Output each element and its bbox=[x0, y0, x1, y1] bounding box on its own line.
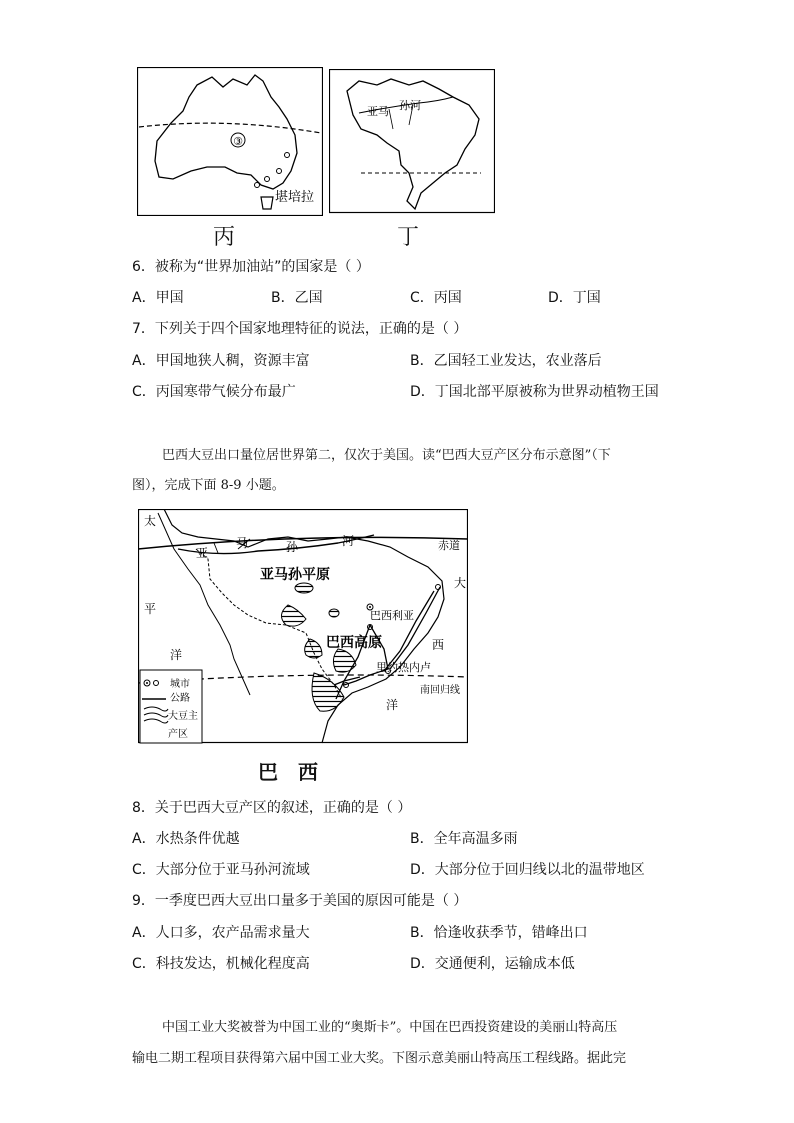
q8-option-c: C．大部分位于亚马孙河流域 bbox=[132, 862, 310, 878]
region-marker: ③ bbox=[233, 135, 243, 148]
passage-1-line-2: 图），完成下面 8-9 小题。 bbox=[132, 478, 285, 493]
atlantic-label-3: 洋 bbox=[386, 698, 399, 712]
q6-stem: 6．被称为“世界加油站”的国家是（ ） bbox=[132, 259, 370, 275]
q7-option-a: A．甲国地狭人稠，资源丰富 bbox=[132, 353, 310, 369]
tropic-label: 南回归线 bbox=[420, 685, 460, 696]
q6-option-c: C．丙国 bbox=[410, 290, 462, 306]
q9-stem: 9．一季度巴西大豆出口量多于美国的原因可能是（ ） bbox=[132, 893, 468, 909]
river-label-2: 马 bbox=[236, 536, 249, 550]
q7-option-b: B．乙国轻工业发达，农业落后 bbox=[410, 353, 602, 369]
river-label-1: 亚 bbox=[196, 546, 209, 560]
q8-stem: 8．关于巴西大豆产区的叙述，正确的是（ ） bbox=[132, 800, 412, 816]
legend-city-label: 城市 bbox=[170, 679, 190, 690]
river-label-3: 孙 bbox=[286, 540, 299, 554]
legend-soy-label-1: 大豆主 bbox=[168, 711, 198, 722]
brazil-soybean-map bbox=[138, 509, 468, 744]
brasilia-label: 巴西利亚 bbox=[370, 609, 414, 622]
legend-road-label: 公路 bbox=[170, 693, 190, 704]
river-label-4: 河 bbox=[342, 534, 355, 548]
map-ding-caption: 丁 bbox=[397, 225, 420, 250]
river-label-1: 亚马 bbox=[367, 105, 389, 118]
passage-2-line-1: 中国工业大奖被誉为中国工业的“奥斯卡”。中国在巴西投资建设的美丽山特高压 bbox=[162, 1020, 618, 1035]
atlantic-label-2: 西 bbox=[432, 638, 445, 652]
q7-stem: 7．下列关于四个国家地理特征的说法，正确的是（ ） bbox=[132, 321, 468, 337]
pacific-label-3: 洋 bbox=[170, 648, 183, 662]
rio-label: 里约热内卢 bbox=[376, 661, 431, 674]
passage-1-line-1: 巴西大豆出口量位居世界第二，仅次于美国。读“巴西大豆产区分布示意图”（下 bbox=[162, 448, 611, 463]
pacific-label-2: 平 bbox=[144, 602, 157, 616]
q6-option-a: A．甲国 bbox=[132, 290, 184, 306]
q7-option-d: D．丁国北部平原被称为世界动植物王国 bbox=[410, 384, 659, 400]
map-bing bbox=[137, 67, 323, 216]
legend-soy-label-2: 产区 bbox=[168, 729, 188, 740]
map-bing-caption: 丙 bbox=[213, 225, 236, 250]
equator-label: 赤道 bbox=[438, 539, 460, 552]
atlantic-label-1: 大 bbox=[454, 576, 467, 590]
q8-option-b: B．全年高温多雨 bbox=[410, 831, 518, 847]
q9-option-a: A．人口多，农产品需求量大 bbox=[132, 925, 310, 941]
q9-option-c: C．科技发达，机械化程度高 bbox=[132, 956, 310, 972]
q8-option-a: A．水热条件优越 bbox=[132, 831, 240, 847]
canberra-label: 堪培拉 bbox=[275, 190, 315, 205]
brazilian-plateau-label: 巴西高原 bbox=[326, 635, 382, 651]
q7-option-c: C．丙国寒带气候分布最广 bbox=[132, 384, 296, 400]
map-legend bbox=[140, 670, 202, 743]
q6-option-d: D．丁国 bbox=[548, 290, 601, 306]
map-ding bbox=[329, 69, 495, 214]
q6-option-b: B．乙国 bbox=[271, 290, 323, 306]
river-label-2: 孙河 bbox=[399, 99, 421, 112]
q8-option-d: D．大部分位于回归线以北的温带地区 bbox=[410, 862, 645, 878]
passage-2-line-2: 输电二期工程项目获得第六届中国工业大奖。下图示意美丽山特高压工程线路。据此完 bbox=[132, 1051, 627, 1066]
q9-option-d: D．交通便利，运输成本低 bbox=[410, 956, 575, 972]
pacific-label-1: 太 bbox=[144, 514, 157, 528]
brazil-map-caption: 巴 西 bbox=[258, 760, 318, 784]
q9-option-b: B．恰逢收获季节，错峰出口 bbox=[410, 925, 588, 941]
amazon-plain-label: 亚马孙平原 bbox=[260, 567, 330, 583]
